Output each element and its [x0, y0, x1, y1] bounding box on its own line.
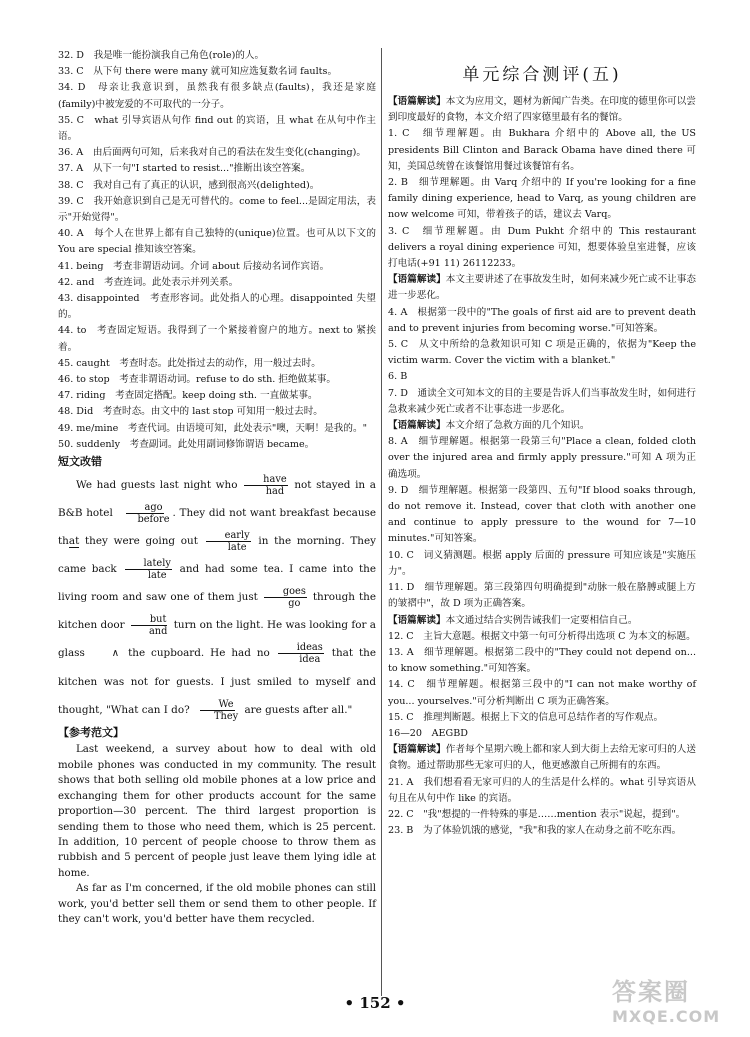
answer-item: 32. D 我是唯一能扮演我自己角色(role)的人。 [58, 50, 265, 61]
correction-fix: goes go [264, 586, 307, 609]
answer-item [388, 434, 696, 483]
answer-text: 16—20 AEGBD [388, 727, 468, 739]
answer-item [388, 807, 696, 823]
answer-item: 47. riding 考查固定搭配。keep doing sth. 一直做某事。 [58, 390, 318, 402]
answer-item [388, 175, 696, 224]
answer-item: 43. disappointed 考查形容词。此处指人的心理。disappointed 失望的。 [58, 293, 376, 321]
passage-summary-label: 【语篇解读】 [388, 614, 446, 626]
answer-item [388, 742, 696, 774]
passage-summary-label: 【语篇解读】 [388, 96, 446, 107]
error-correction-passage [58, 471, 376, 724]
answer-text: 13. A 细节理解题。根据第二段中的"They could not depend on... to know something."可知答案。 [388, 646, 696, 675]
essay-paragraph: Last weekend, a survey about how to deal with old mobile phones was conducted in my community. The result shows that both selling old mobile phones at a low price and exchanging them for other products account for the same proportion—30 percent. The third largest proportion is sending them to those who need them, which is 25 percent. In addition, 10 percent of people choose to throw them as rubbish and 5 percent of people just leave them lying idle at home. [58, 744, 376, 879]
answer-text: 5. C 从文中所给的急救知识可知 C 项是正确的，依据为"Keep the victim warm. Cover the victim with a blanket." [388, 339, 696, 367]
answer-item: 46. to stop 考查非谓语动词。refuse to do sth. 拒绝做某事。 [58, 374, 336, 386]
correction-text: that the kitchen was not for guests. I just smiled to myself and thought, "What can I do? [58, 647, 376, 717]
passage-summary-label: 【语篇解读】 [388, 744, 446, 756]
answer-text: 6. B [388, 371, 408, 383]
correction-heading: 短文改错 [58, 455, 102, 469]
answer-text: 22. C "我"想提的一件特殊的事是……mention 表示"说起，提到"。 [388, 808, 686, 820]
answer-item: 33. C 从下句 there were many 就可知应选复数名词 faults。 [58, 66, 338, 78]
model-essay [58, 742, 376, 927]
correction-fix: We They [195, 699, 239, 722]
answer-text: 作者每个星期六晚上都和家人到大街上去给无家可归的人送食物。通过帮助那些无家可归的人，他更感激自己所拥有的东西。 [388, 744, 697, 772]
correction-text: and had some tea. I came into the living room and saw one of them just [58, 563, 376, 604]
correction-text: . They did not want breakfast because th [58, 507, 377, 548]
correction-fix: have had [244, 474, 287, 497]
answer-text: 本文主要讲述了在事故发生时，如何来减少死亡或不让事态进一步恶化。 [388, 274, 697, 302]
correction-fix: ago before [118, 502, 170, 525]
answer-item: 48. Did 考查时态。由文中的 last stop 可知用一般过去时。 [58, 406, 323, 418]
answer-item [388, 386, 696, 418]
correction-fix: but and [130, 614, 168, 637]
correction-text: not stayed in a B&B hotel [58, 479, 376, 520]
answer-text: 7. D 通读全文可知本文的目的主要是告诉人们当事故发生时，如何进行急救来减少死亡或者不让事态进一步恶化。 [388, 387, 696, 415]
correction-text: they were going out [84, 535, 198, 548]
answer-item: 35. C what 引导宾语从句作 find out 的宾语，且 what 在从句中作主语。 [58, 114, 376, 143]
correction-text: We had guests last night who [76, 479, 238, 492]
correction-text: through the kitchen door [58, 591, 377, 632]
answer-item [388, 823, 696, 839]
correction-fix: early late [206, 530, 251, 553]
answer-item [388, 548, 696, 580]
answer-item: 36. A 由后面两句可知，后来我对自己的看法在发生变化(changing)。 [58, 147, 366, 159]
answer-text: 12. C 主旨大意题。根据文中第一句可分析得出选项 C 为本文的标题。 [388, 630, 696, 642]
column-divider [381, 48, 382, 996]
answer-item: 49. me/mine 考查代词。由语境可知，此处表示"噢，天啊！是我的。" [58, 422, 368, 434]
essay-heading: 【参考范文】 [58, 726, 124, 740]
answer-item [388, 580, 696, 612]
answer-item [388, 645, 696, 677]
correction-delete-mark: at [68, 535, 80, 548]
answer-text: 10. C 词义猜测题。根据 apply 后面的 pressure 可知应该是"实施压力"。 [388, 549, 696, 577]
answer-item [388, 726, 696, 742]
section-title: 单元综合测评(五) [462, 65, 622, 85]
answer-item [388, 418, 696, 434]
answer-item: 45. caught 考查时态。此处指过去的动作，用一般过去时。 [58, 357, 321, 369]
answer-item [388, 337, 696, 369]
correction-fix: lately late [125, 558, 172, 581]
correction-text: are guests after all." [244, 704, 353, 717]
left-answer-list [58, 48, 376, 453]
answer-text: 14. C 细节理解题。根据第三段中的"I can not make worthy of you... yourselves."可分析判断出 C 项为正确答案。 [388, 679, 696, 707]
answer-text: 4. A 根据第一段中的"The goals of first aid are to prevent death and to prevent injuries from becoming worse."可知答案。 [388, 306, 696, 334]
answer-item: 34. D 母亲让我意识到，虽然我有很多缺点(faults)，我还是家庭(family)中被宠爱的不可取代的一分子。 [58, 82, 376, 110]
answer-text: 15. C 推理判断题。根据上下文的信息可总结作者的写作观点。 [388, 711, 664, 723]
page-number: • 152 • [344, 994, 406, 1012]
correction-text: in the morning. They came back [58, 535, 376, 576]
answer-text: 11. D 细节理解题。第三段第四句明确提到"动脉一般在胳膊或腿上方的皱褶中"，故 D 项为正确答案。 [388, 582, 696, 610]
answer-item: 39. C 我开始意识到自己是无可替代的。come to feel...是固定用法，表示"开始觉得"。 [58, 195, 376, 224]
answer-item: 42. and 考查连词。此处表示并列关系。 [58, 276, 239, 288]
answer-text: 8. A 细节理解题。根据第一段第三句"Place a clean, folded cloth over the injured area and firmly apply pressure."可知 A 项为正确选项。 [388, 436, 696, 480]
answer-item: 44. to 考查固定短语。我得到了一个紧接着窗户的地方。next to 紧挨着。 [58, 325, 376, 353]
right-column [388, 48, 696, 839]
answer-item [388, 369, 696, 385]
answer-item [388, 94, 696, 126]
answer-text: 1. C 细节理解题。由 Bukhara 介绍中的 Above all, the US presidents Bill Clinton and Barack Obama have dined there 可知，美国总统曾在该餐馆用餐过该餐馆有名。 [388, 128, 696, 172]
answer-text: 2. B 细节理解题。由 Varq 介绍中的 If you're looking for a fine family dining experience, head to Varq, as young children are now welcome 可知，带着孩子的话，建议去 Varq。 [388, 177, 696, 221]
answer-item: 38. C 我对自己有了真正的认识，感到很高兴(delighted)。 [58, 179, 320, 191]
left-column [58, 48, 376, 927]
essay-paragraph: As far as I'm concerned, if the old mobile phones can still work, you'd better sell them or send them to other people. If they can't work, you'd better have them recycled. [58, 883, 376, 925]
answer-text: 23. B 为了体验饥饿的感觉，"我"和我的家人在动身之前不吃东西。 [388, 825, 682, 837]
right-answer-list [388, 94, 696, 839]
answer-text: 本文为应用文，题材为新闻广告类。在印度的德里你可以尝到印度最好的食物，本文介绍了四家德里最有名的餐馆。 [388, 96, 697, 124]
answer-item [388, 305, 696, 337]
answer-item: 41. being 考查非谓语动词。介词 about 后接动名词作宾语。 [58, 260, 330, 272]
answer-item [388, 483, 696, 548]
answer-item [388, 677, 696, 709]
answer-item: 40. A 每个人在世界上都有自己独特的(unique)位置。也可从以下文的 You are special 推知该空答案。 [58, 228, 376, 256]
answer-item [388, 629, 696, 645]
correction-text: turn on the light. He was looking for a glass [58, 619, 376, 660]
answer-text: 3. C 细节理解题。由 Dum Pukht 介绍中的 This restaurant delivers a royal dining experience 可知，想要体验皇室进餐，应该打电话(+91 11) 26112233。 [388, 225, 696, 270]
answer-item [388, 710, 696, 726]
answer-item [388, 613, 696, 629]
passage-summary-label: 【语篇解读】 [388, 274, 446, 286]
answer-item [388, 126, 696, 175]
answer-item [388, 775, 696, 807]
answer-item: 37. A 从下一句"I started to resist..."推断出该空答案。 [58, 163, 311, 175]
answer-item [388, 224, 696, 273]
passage-summary-label: 【语篇解读】 [388, 420, 446, 432]
watermark-logo: 答案圈 MXQE.COM [612, 978, 721, 1026]
answer-text: 21. A 我们想看看无家可归的人的生活是什么样的。what 引导宾语从句且在从句中作 like 的宾语。 [388, 776, 696, 804]
insert-caret-mark: ∧ [111, 648, 120, 660]
answer-item [388, 272, 696, 304]
correction-text: the cupboard. He had no [128, 647, 270, 660]
correction-fix: ideas idea [278, 642, 324, 665]
answer-text: 9. D 细节理解题。根据第一段第四、五句"If blood soaks through, do not remove it. Instead, cover that cloth with another one and continue to apply pressure to the wound for 7—10 minutes."可知答案。 [388, 484, 696, 545]
answer-text: 本文通过结合实例告诫我们一定要相信自己。 [445, 614, 638, 626]
answer-text: 本文介绍了急救方面的几个知识。 [445, 420, 590, 432]
answer-item: 50. suddenly 考查副词。此处用副词修饰谓语 became。 [58, 438, 315, 450]
